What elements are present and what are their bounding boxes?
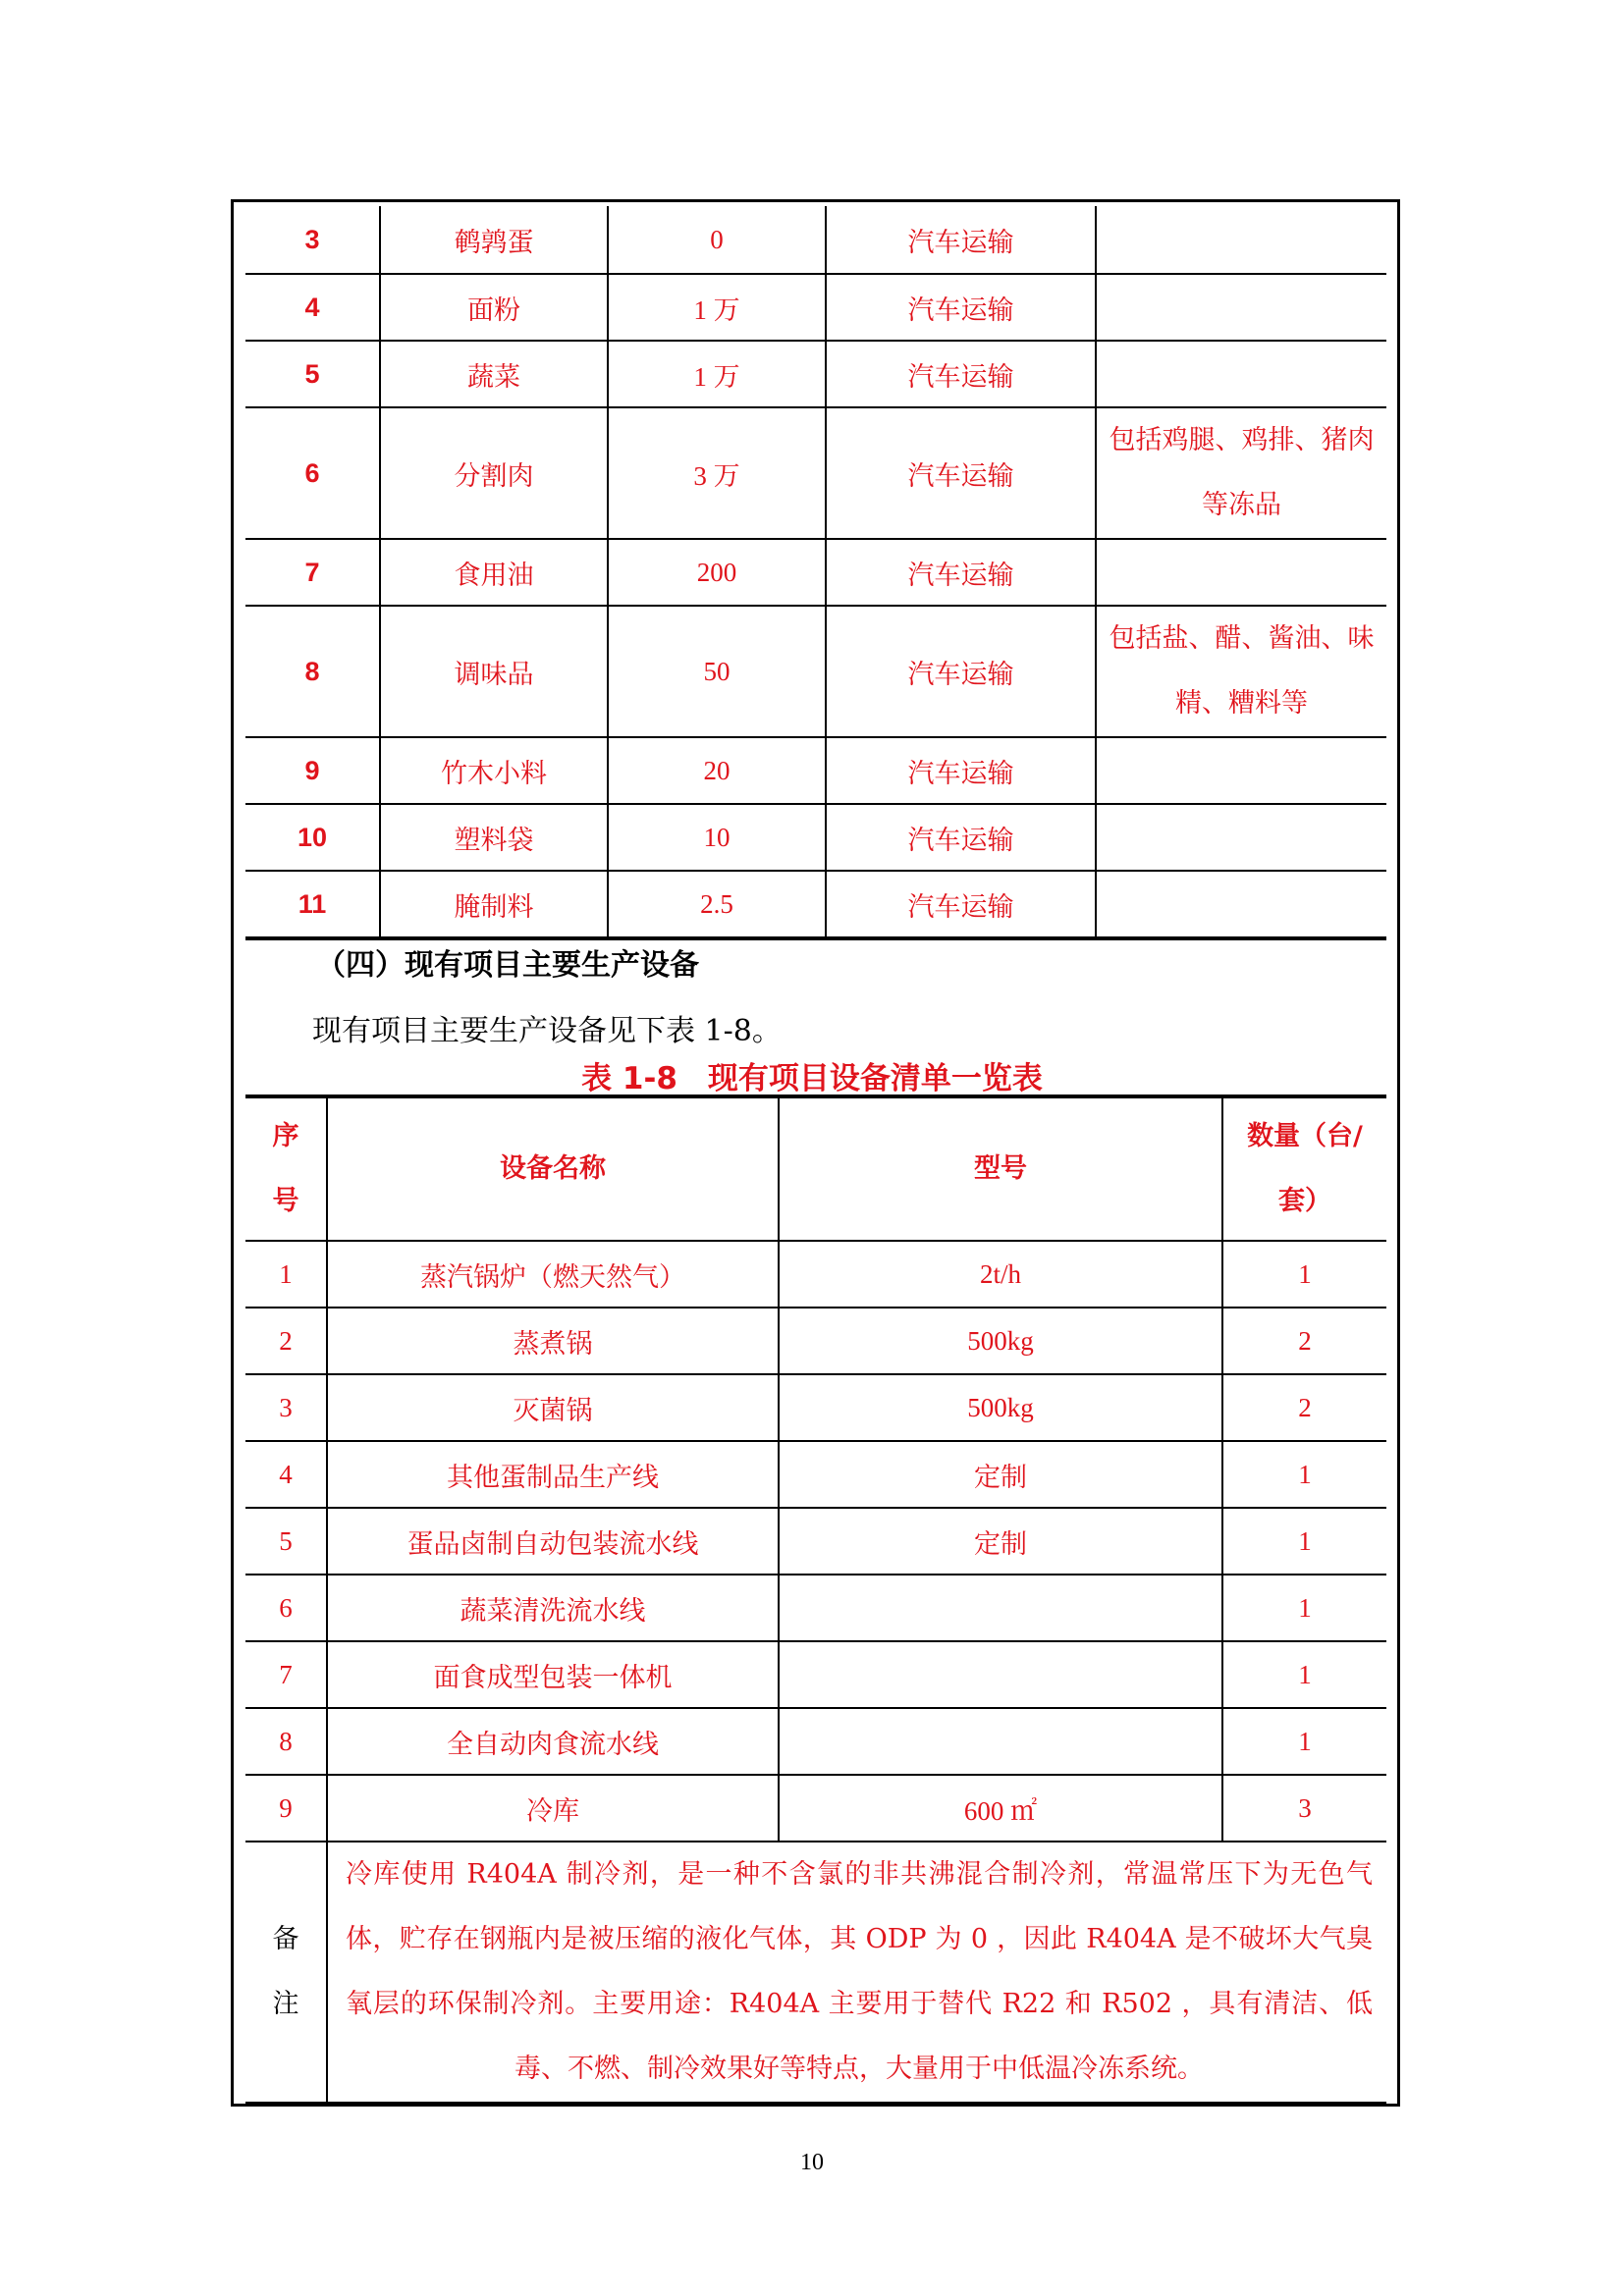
table-header-row [245, 1098, 1386, 1242]
row-number: 6 [245, 408, 381, 538]
equipment-count: 1 [1298, 1525, 1312, 1556]
table-caption: 表 1-8 现有项目设备清单一览表 [581, 1061, 1043, 1096]
quantity: 2.5 [609, 872, 827, 936]
transport: 汽车运输 [827, 275, 1097, 340]
row-number: 2 [245, 1308, 328, 1373]
material-name: 鹌鹑蛋 [381, 206, 609, 273]
material-name: 塑料袋 [381, 805, 609, 870]
equipment-name: 其他蛋制品生产线 [328, 1442, 780, 1507]
table-row [245, 1709, 1386, 1776]
row-number: 9 [245, 738, 381, 803]
note-label: 备注 [245, 1842, 328, 2102]
remark: 包括盐、醋、酱油、味精、糟料等 [1109, 623, 1375, 719]
table-row [245, 206, 1386, 275]
equipment-model: 500kg [780, 1308, 1223, 1373]
quantity: 50 [609, 607, 827, 736]
remark [1097, 805, 1386, 870]
row-number: 1 [245, 1242, 328, 1307]
table-row [245, 540, 1386, 607]
transport: 汽车运输 [827, 738, 1097, 803]
quantity: 1 万 [609, 275, 827, 340]
material-name: 调味品 [381, 607, 609, 736]
table-row [245, 1375, 1386, 1442]
remark [1097, 540, 1386, 605]
material-name: 食用油 [381, 540, 609, 605]
transport: 汽车运输 [827, 408, 1097, 538]
transport: 汽车运输 [827, 805, 1097, 870]
row-number: 7 [245, 540, 381, 605]
equipment-count: 1 [1298, 1459, 1312, 1489]
table-row [245, 408, 1386, 540]
material-name: 蔬菜 [381, 342, 609, 406]
quantity: 1 万 [609, 342, 827, 406]
material-name: 竹木小料 [381, 738, 609, 803]
quantity: 10 [609, 805, 827, 870]
equipment-model: 定制 [780, 1442, 1223, 1507]
table-row [245, 1308, 1386, 1375]
transport: 汽车运输 [827, 540, 1097, 605]
equipment-model: 500kg [780, 1375, 1223, 1440]
material-name: 腌制料 [381, 872, 609, 936]
table-row [245, 1509, 1386, 1575]
equipment-model [780, 1642, 1223, 1707]
equipment-name: 冷库 [328, 1776, 780, 1841]
transport: 汽车运输 [827, 607, 1097, 736]
remark [1097, 738, 1386, 803]
row-number: 4 [245, 1442, 328, 1507]
row-number: 5 [245, 1509, 328, 1574]
row-number: 7 [245, 1642, 328, 1707]
table-row [245, 342, 1386, 408]
header-count: 数量（台/套） [1247, 1121, 1363, 1216]
equipment-name: 全自动肉食流水线 [328, 1709, 780, 1774]
table-row [245, 1575, 1386, 1642]
table-row [245, 872, 1386, 940]
header-name: 设备名称 [328, 1098, 780, 1240]
table-row [245, 607, 1386, 738]
quantity: 3 万 [609, 408, 827, 538]
equipment-name: 蒸汽锅炉（燃天然气） [328, 1242, 780, 1307]
remark: 包括鸡腿、鸡排、猪肉等冻品 [1109, 425, 1375, 520]
section-heading: （四）现有项目主要生产设备 [316, 948, 699, 983]
intro-paragraph: 现有项目主要生产设备见下表 1-8。 [312, 1014, 782, 1048]
equipment-table [245, 1095, 1386, 2106]
equipment-count: 2 [1298, 1325, 1312, 1356]
quantity: 20 [609, 738, 827, 803]
note-text: 冷库使用 R404A 制冷剂，是一种不含氯的非共沸混合制冷剂，常温常压下为无色气体，贮存在钢瓶内是被压缩的液化气体，其 ODP 为 0 ，因此 R404A 是不破坏大气臭氧层的环保制冷剂。主要用途：R404A 主要用于替代 R22 和 R502 ，具有清洁、低毒、不燃、制冷效果好等特点，大量用于中低温冷冻系统。 [346, 1859, 1373, 2084]
material-name: 分割肉 [381, 408, 609, 538]
remark [1097, 275, 1386, 340]
remark [1097, 872, 1386, 936]
equipment-name: 蒸煮锅 [328, 1308, 780, 1373]
equipment-count: 3 [1298, 1792, 1312, 1823]
row-number: 11 [245, 872, 381, 936]
equipment-model: 600 ㎡ [780, 1776, 1223, 1841]
header-number: 序号 [245, 1098, 328, 1240]
remark [1097, 206, 1386, 273]
equipment-name: 蔬菜清洗流水线 [328, 1575, 780, 1640]
equipment-name: 灭菌锅 [328, 1375, 780, 1440]
table-row [245, 1242, 1386, 1308]
equipment-count: 2 [1298, 1392, 1312, 1422]
equipment-name: 蛋品卤制自动包装流水线 [328, 1509, 780, 1574]
transport: 汽车运输 [827, 206, 1097, 273]
page-number: 10 [800, 2150, 824, 2175]
equipment-count: 1 [1298, 1659, 1312, 1689]
row-number: 6 [245, 1575, 328, 1640]
row-number: 9 [245, 1776, 328, 1841]
table-row [245, 805, 1386, 872]
material-name: 面粉 [381, 275, 609, 340]
row-number: 8 [245, 1709, 328, 1774]
equipment-model: 2t/h [780, 1242, 1223, 1307]
remark [1097, 342, 1386, 406]
row-number: 3 [245, 1375, 328, 1440]
transport: 汽车运输 [827, 342, 1097, 406]
table-row [245, 1776, 1386, 1842]
quantity: 0 [609, 206, 827, 273]
row-number: 10 [245, 805, 381, 870]
row-number: 5 [245, 342, 381, 406]
table-row [245, 275, 1386, 342]
quantity: 200 [609, 540, 827, 605]
raw-material-table [245, 206, 1386, 940]
equipment-model [780, 1575, 1223, 1640]
row-number: 4 [245, 275, 381, 340]
equipment-count: 1 [1298, 1592, 1312, 1623]
row-number: 8 [245, 607, 381, 736]
equipment-count: 1 [1298, 1258, 1312, 1289]
table-row [245, 738, 1386, 805]
equipment-count: 1 [1298, 1726, 1312, 1756]
header-model: 型号 [780, 1098, 1223, 1240]
transport: 汽车运输 [827, 872, 1097, 936]
table-row [245, 1642, 1386, 1709]
note-row [245, 1842, 1386, 2106]
equipment-name: 面食成型包装一体机 [328, 1642, 780, 1707]
row-number: 3 [245, 206, 381, 273]
table-row [245, 1442, 1386, 1509]
equipment-model [780, 1709, 1223, 1774]
equipment-model: 定制 [780, 1509, 1223, 1574]
